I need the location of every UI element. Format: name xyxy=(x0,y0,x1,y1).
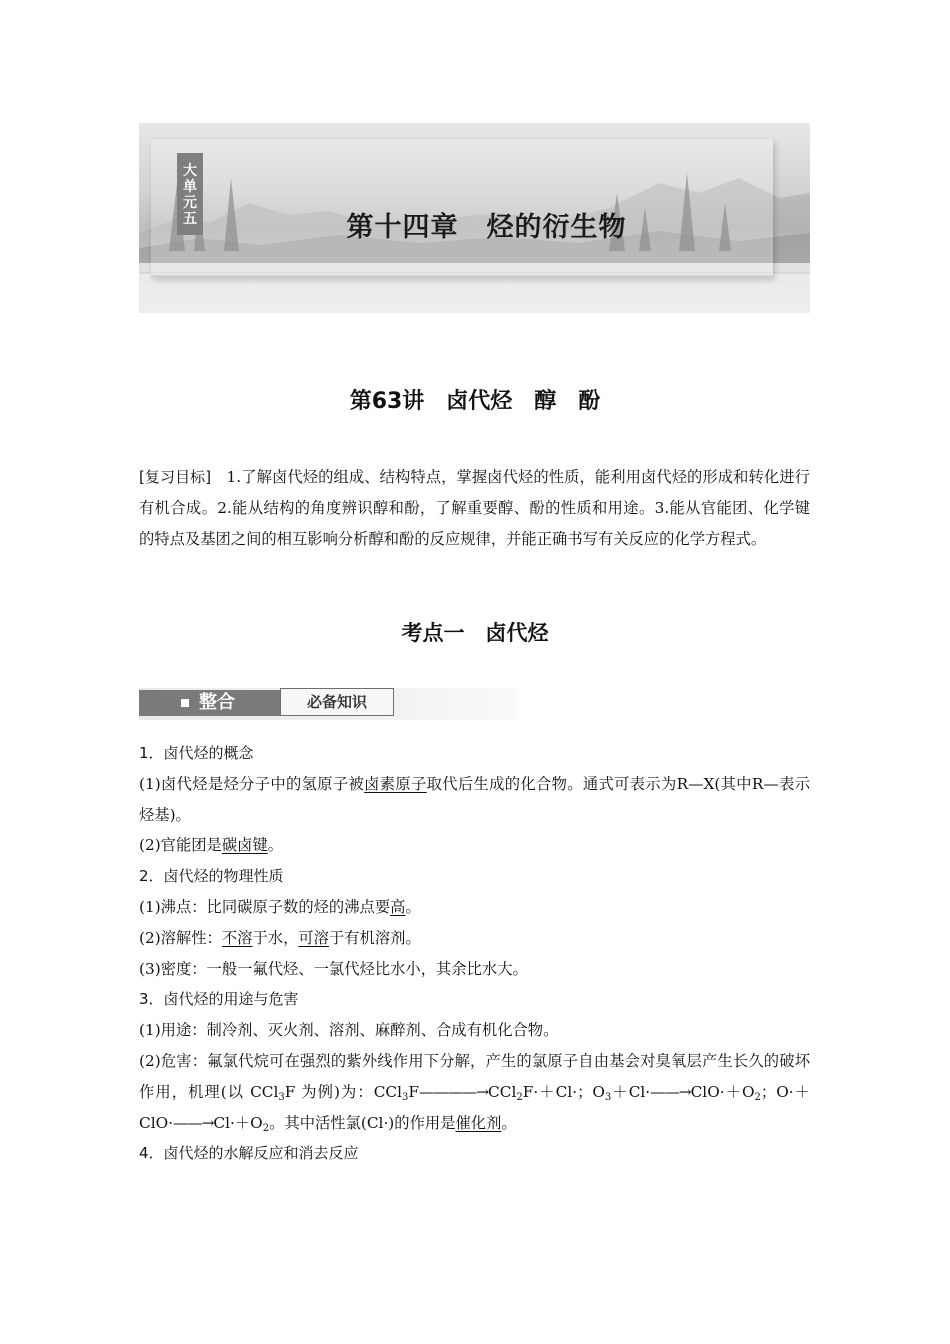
chapter-banner xyxy=(139,123,810,313)
paragraph-solubility: (2)溶解性：不溶于水，可溶于有机溶剂。 xyxy=(139,928,421,947)
heading-physical-properties: 2．卤代烃的物理性质 xyxy=(139,867,284,886)
answer-blank: 催化剂 xyxy=(455,1113,502,1132)
content-body xyxy=(139,738,810,1169)
lecture-title: 第63讲 卤代烃 醇 酚 xyxy=(349,389,601,414)
reaction-arrow-icon: ——→ xyxy=(173,1113,214,1132)
paragraph-concept-1: (1)卤代烃是烃分子中的氢原子被卤素原子取代后生成的化合物。通式可表示为R—X(其中R—表示烃基)。 xyxy=(139,774,810,824)
tab-essential-knowledge: 必备知识 xyxy=(280,688,394,716)
tab-integration-label: 整合 xyxy=(199,692,235,713)
chapter-title: 第十四章 烃的衍生物 xyxy=(346,212,627,243)
answer-blank: 卤素原子 xyxy=(364,774,427,793)
banner-card xyxy=(151,139,773,277)
section-tab-bar xyxy=(139,688,519,720)
paragraph-concept-2: (2)官能团是碳卤键。 xyxy=(139,836,284,855)
review-goals-label: [复习目标] xyxy=(139,468,212,486)
tab-integration xyxy=(139,690,282,716)
answer-blank: 可溶 xyxy=(298,928,329,947)
heading-hydrolysis-elimination: 4．卤代烃的水解反应和消去反应 xyxy=(139,1144,359,1163)
paragraph-density: (3)密度：一般一氟代烃、一氯代烃比水小，其余比水大。 xyxy=(139,959,528,978)
square-bullet-icon xyxy=(181,699,189,707)
review-goals-text: 1.了解卤代烃的组成、结构特点，掌握卤代烃的性质，能利用卤代烃的形成和转化进行有机合成。2.能从结构的角度辨识醇和酚，了解重要醇、酚的性质和用途。3.能从官能团、化学键的特点及基团之间的相互影响分析醇和酚的反应规律，并能正确书写有关反应的化学方程式。 xyxy=(139,468,810,548)
paragraph-hazards: (2)危害：氟氯代烷可在强烈的紫外线作用下分解，产生的氯原子自由基会对臭氧层产生长久的破坏作用，机理(以 CCl$_3$F 为例)为：CCl$_3$F————→CCl$_2$F·＋Cl·；$O_3+Cl\cdot——\to ClO\cdot+O_2$；$O\cdot+ClO\cdot——\to Cl\cdot+O_2$。其中活性氯(Cl·)的作用是催化剂。 xyxy=(139,1051,810,1134)
reaction-arrow-icon: ——→ xyxy=(650,1082,691,1101)
paragraph-uses: (1)用途：制冷剂、灭火剂、溶剂、麻醉剂、合成有机化合物。 xyxy=(139,1021,559,1040)
answer-blank: 高 xyxy=(390,897,406,916)
heading-uses-hazards: 3．卤代烃的用途与危害 xyxy=(139,990,299,1009)
answer-blank: 碳卤键 xyxy=(221,836,268,855)
paragraph-boiling-point: (1)沸点：比同碳原子数的烃的沸点要高。 xyxy=(139,897,421,916)
answer-blank: 不溶 xyxy=(221,928,253,947)
section-title: 考点一 卤代烃 xyxy=(401,621,549,645)
unit-tag: 大单元五 xyxy=(177,153,203,235)
review-goals xyxy=(139,462,810,555)
heading-concept: 1．卤代烃的概念 xyxy=(139,744,254,762)
reaction-arrow-icon: ————→ xyxy=(419,1082,489,1101)
